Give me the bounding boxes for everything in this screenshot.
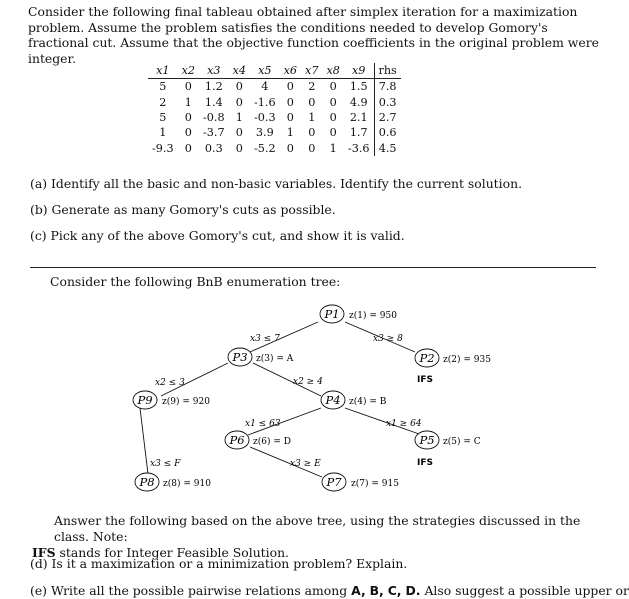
tableau-cell: 1.4	[204, 95, 223, 109]
tableau-header-x3: x3	[199, 63, 229, 79]
tableau-header-x8: x8	[322, 63, 343, 79]
tableau-cell: 1	[159, 126, 167, 140]
bnb-instructions-line2: stands for Integer Feasible Solution.	[59, 545, 289, 560]
question-d: (d) Is it a maximization or a minimization problem? Explain.	[30, 556, 408, 571]
tableau-body	[148, 79, 401, 156]
tableau-cell: -9.3	[152, 141, 174, 155]
branch-x1-le-63: x1 ≤ 63	[245, 419, 281, 429]
node-p5-value: z(5) = C	[443, 437, 481, 447]
tableau-cell: 0	[329, 95, 337, 109]
tableau-cell: 3.9	[255, 126, 274, 140]
symbol-d: D.	[405, 583, 421, 598]
node-p2-value: z(2) = 935	[443, 355, 491, 365]
node-p3-value: z(3) = A	[256, 354, 294, 364]
question-b: (b) Generate as many Gomory's cuts as possible.	[30, 202, 336, 217]
tableau-cell: 1	[329, 141, 337, 155]
bnb-tree	[0, 290, 629, 510]
node-p9	[133, 391, 210, 409]
tableau-header-x6: x6	[280, 63, 301, 79]
tableau-cell: 0	[184, 141, 192, 155]
bnb-instructions-line1: Answer the following based on the above tree, using the strategies discussed in the class. Note:	[54, 513, 581, 544]
tableau-cell: -5.2	[254, 141, 276, 155]
node-p6-value: z(6) = D	[253, 437, 291, 447]
section-divider	[30, 267, 596, 268]
tableau-cell: 7.8	[374, 79, 401, 95]
tableau-cell: 0	[184, 80, 192, 94]
question-a: (a) Identify all the basic and non-basic variables. Identify the current solution.	[30, 176, 523, 191]
node-p8-label: P8	[139, 475, 155, 489]
tableau-cell: 0	[308, 141, 316, 155]
node-p9-value: z(9) = 920	[162, 397, 210, 407]
tableau-cell: 2.7	[374, 110, 401, 125]
branch-x2-ge-4: x2 ≥ 4	[293, 377, 323, 387]
tableau-cell: -3.7	[203, 126, 225, 140]
node-p8	[135, 473, 211, 491]
tableau-cell: 4.9	[349, 95, 368, 109]
node-p7-label: P7	[326, 475, 342, 489]
simplex-tableau	[148, 63, 401, 156]
tableau-cell: -3.6	[347, 141, 370, 155]
tableau-cell: 4.5	[374, 140, 401, 155]
tableau-cell: 0	[329, 111, 337, 125]
tableau-header-x7: x7	[301, 63, 322, 79]
node-p6-label: P6	[229, 433, 245, 447]
node-p9-label: P9	[137, 393, 153, 407]
node-p1-label: P1	[324, 307, 340, 321]
node-p4-value: z(4) = B	[349, 397, 387, 407]
tableau-cell: -0.8	[203, 111, 225, 125]
tableau-cell: 0	[286, 95, 294, 109]
tableau-cell: 0.6	[374, 125, 401, 140]
node-p7	[322, 473, 399, 491]
symbol-a: A,	[351, 583, 366, 598]
question-e-prefix: (e) Write all the possible pairwise relations among	[30, 583, 348, 598]
node-p5	[415, 431, 481, 468]
branch-x1-ge-64: x1 ≥ 64	[386, 419, 422, 429]
tableau-cell: 1.7	[349, 126, 368, 140]
tableau-cell: 0.3	[374, 95, 401, 110]
symbol-b: B,	[369, 583, 384, 598]
node-p2	[415, 349, 491, 385]
bnb-instructions	[32, 513, 602, 561]
node-p2-label: P2	[419, 351, 435, 365]
node-p8-value: z(8) = 910	[163, 479, 211, 489]
tableau-cell: 0	[329, 80, 337, 94]
tableau-cell: 1	[308, 111, 316, 125]
branch-x3-le-f: x3 ≤ F	[150, 459, 181, 469]
tableau-cell: 0	[235, 95, 243, 109]
tableau-row	[148, 125, 401, 140]
node-p1	[320, 305, 397, 323]
question-e	[30, 583, 629, 598]
tableau-cell: 2.1	[349, 111, 368, 125]
tableau-cell: 0	[235, 141, 243, 155]
tableau-cell: 0	[286, 141, 294, 155]
node-p4-label: P4	[325, 393, 341, 407]
node-p5-status: IFS	[417, 458, 433, 468]
branch-x3-ge-8: x3 ≥ 8	[373, 334, 403, 344]
tableau-cell: 1.5	[349, 80, 368, 94]
question-e-suffix: Also suggest a possible upper or	[424, 583, 629, 598]
node-p3	[228, 348, 294, 366]
tableau-cell: 2	[308, 80, 316, 94]
tableau-cell: 1	[235, 111, 243, 125]
tableau-cell: 1	[184, 95, 192, 109]
symbol-c: C,	[387, 583, 402, 598]
tableau-header-x1: x1	[148, 63, 178, 79]
tableau-row	[148, 95, 401, 110]
question-c: (c) Pick any of the above Gomory's cut, and show it is valid.	[30, 228, 405, 243]
tableau-cell: 0	[286, 80, 294, 94]
tableau-cell: 0	[235, 80, 243, 94]
branch-x3-ge-e: x3 ≥ E	[290, 459, 321, 469]
tableau-row	[148, 79, 401, 95]
tableau-cell: 0	[184, 126, 192, 140]
node-p7-value: z(7) = 915	[351, 479, 399, 489]
ifs-term: IFS	[32, 545, 56, 560]
node-p1-value: z(1) = 950	[349, 311, 397, 321]
branch-x2-le-3: x2 ≤ 3	[155, 378, 185, 388]
tableau-header-x5: x5	[250, 63, 280, 79]
bnb-heading: Consider the following BnB enumeration tree:	[50, 274, 341, 289]
tableau-header-row	[148, 63, 401, 79]
tableau-cell: 1.2	[204, 80, 223, 94]
problem-intro: Consider the following final tableau obtained after simplex iteration for a maximization problem. Assume the problem satisfies the conditions needed to develop Gomory's fractional cut. Assume that the objective function coefficients in the original problem were integer.	[28, 4, 600, 66]
tableau-cell: 4	[261, 80, 269, 94]
tableau-cell: 0	[308, 95, 316, 109]
node-p4	[321, 391, 387, 409]
tableau-cell: 0.3	[204, 141, 223, 155]
tableau-header-x2: x2	[178, 63, 199, 79]
node-p2-status: IFS	[417, 375, 433, 385]
tableau-cell: 0	[184, 111, 192, 125]
tableau-header-x4: x4	[229, 63, 250, 79]
tableau-cell: -0.3	[254, 111, 276, 125]
tableau-cell: -1.6	[254, 95, 276, 109]
branch-x3-le-7: x3 ≤ 7	[250, 334, 280, 344]
tableau-row	[148, 110, 401, 125]
tableau-cell: 0	[286, 111, 294, 125]
tableau-cell: 0	[235, 126, 243, 140]
tableau-header-rhs: rhs	[374, 63, 401, 79]
tableau-cell: 5	[159, 80, 167, 94]
edge-p9-p8	[140, 408, 148, 474]
tableau-header-x9: x9	[344, 63, 374, 79]
tableau-cell: 5	[159, 111, 167, 125]
tableau-cell: 0	[329, 126, 337, 140]
node-p5-label: P5	[419, 433, 435, 447]
tableau-row	[148, 140, 401, 155]
tableau-cell: 2	[159, 95, 167, 109]
tableau-cell: 0	[308, 126, 316, 140]
node-p6	[225, 431, 291, 449]
node-p3-label: P3	[232, 350, 248, 364]
tableau-cell: 1	[286, 126, 294, 140]
